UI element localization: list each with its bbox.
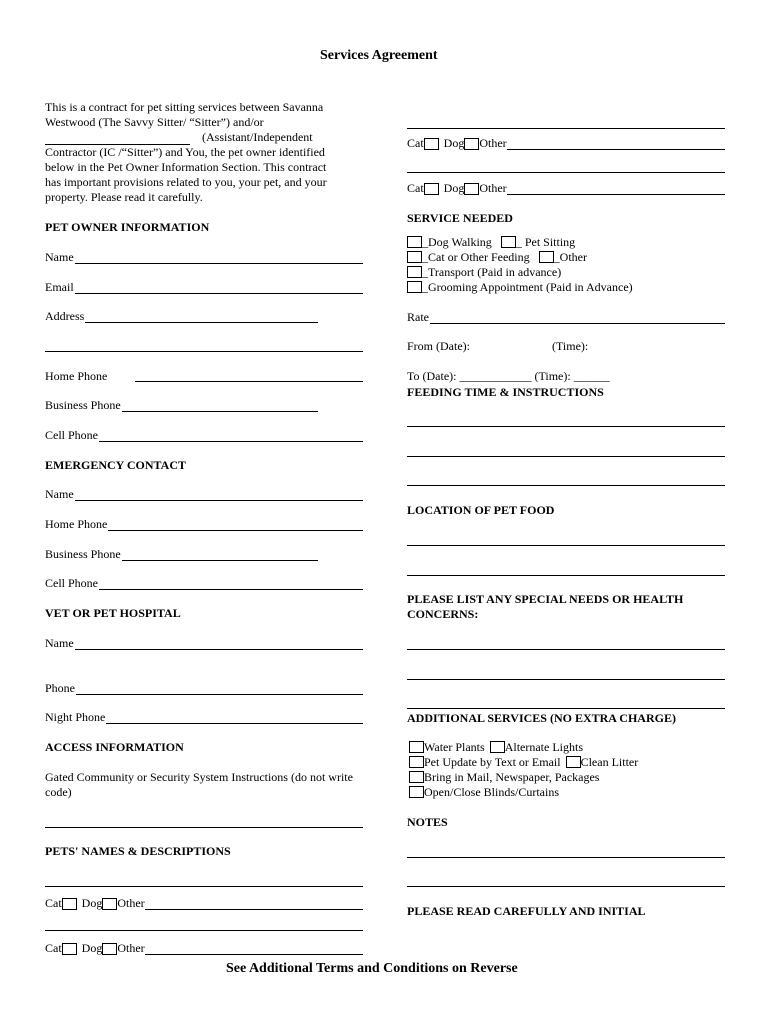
dog-walking-checkbox[interactable] xyxy=(407,236,422,248)
other-label: Other xyxy=(479,136,507,150)
special-needs-heading: PLEASE LIST ANY SPECIAL NEEDS OR HEALTH xyxy=(407,592,684,606)
other-field[interactable] xyxy=(507,183,725,195)
rate-field[interactable] xyxy=(407,310,725,324)
intro-line: Contractor (IC /“Sitter”) and You, the pet owner identified xyxy=(45,145,325,159)
additional-row xyxy=(409,755,638,769)
service-row xyxy=(407,250,587,264)
from-date-label: From (Date): xyxy=(407,339,470,353)
dog-label: Dog xyxy=(443,136,465,150)
vet-night-phone-field[interactable] xyxy=(45,710,363,724)
special-needs-field[interactable] xyxy=(407,679,725,680)
owner-name-label: Name xyxy=(45,250,74,264)
owner-email-field[interactable] xyxy=(45,280,363,294)
feeding-field[interactable] xyxy=(407,485,725,486)
access-instructions-text: Gated Community or Security System Instructions (do not write xyxy=(45,770,353,784)
cat-label: Cat xyxy=(407,136,424,150)
vet-name-field[interactable] xyxy=(45,636,363,650)
dog-label: Dog xyxy=(443,181,465,195)
assistant-line xyxy=(45,130,370,145)
water-plants-checkbox[interactable] xyxy=(409,741,424,753)
water-plants-label: Water Plants xyxy=(424,740,485,754)
owner-address-field[interactable] xyxy=(45,309,318,323)
assistant-name-field[interactable] xyxy=(45,133,190,145)
grooming-checkbox[interactable] xyxy=(407,281,422,293)
access-instructions-field[interactable] xyxy=(45,827,363,828)
transport-label: _Transport (Paid in advance) xyxy=(422,265,562,279)
pet-update-label: Pet Update by Text or Email xyxy=(424,755,561,769)
grooming-label: _Grooming Appointment (Paid in Advance) xyxy=(422,280,633,294)
dog-walking-label: _Dog Walking xyxy=(422,235,492,249)
owner-email-label: Email xyxy=(45,280,74,294)
pet-sitting-label: _ Pet Sitting xyxy=(515,235,576,249)
pet-update-checkbox[interactable] xyxy=(409,756,424,768)
from-time-label: (Time): xyxy=(552,339,589,353)
to-date-time-label: To (Date): ____________ (Time): ______ xyxy=(407,369,610,383)
cat-label: Cat xyxy=(407,181,424,195)
owner-business-phone-label: Business Phone xyxy=(45,398,121,412)
bring-mail-checkbox[interactable] xyxy=(409,771,424,783)
pet-name-field[interactable] xyxy=(407,128,725,129)
dog-checkbox[interactable] xyxy=(464,183,479,195)
notes-heading: NOTES xyxy=(407,815,448,829)
cat-feeding-label: _Cat or Other Feeding xyxy=(422,250,530,264)
other-field[interactable] xyxy=(507,138,725,150)
emergency-cell-phone-field[interactable] xyxy=(45,576,363,590)
location-field[interactable] xyxy=(407,575,725,576)
additional-row xyxy=(409,785,559,799)
pet-type-row xyxy=(407,181,725,195)
service-row xyxy=(407,280,633,294)
cat-label: Cat xyxy=(45,941,62,955)
special-needs-heading: CONCERNS: xyxy=(407,607,479,621)
dog-checkbox[interactable] xyxy=(464,138,479,150)
rate-label: Rate xyxy=(407,310,429,324)
footer-note: See Additional Terms and Conditions on Reverse xyxy=(226,961,518,976)
pet-name-field[interactable] xyxy=(45,930,363,931)
owner-business-phone-field[interactable] xyxy=(45,398,318,412)
cat-label: Cat xyxy=(45,896,62,910)
cat-checkbox[interactable] xyxy=(62,898,77,910)
pet-type-row xyxy=(407,136,725,150)
intro-line: has important provisions related to you, your pet, and your xyxy=(45,175,327,189)
service-row xyxy=(407,265,561,279)
page-title: Services Agreement xyxy=(320,48,438,63)
cat-checkbox[interactable] xyxy=(424,138,439,150)
vet-heading: VET OR PET HOSPITAL xyxy=(45,606,181,620)
other-label: Other xyxy=(117,941,145,955)
owner-home-phone-field[interactable] xyxy=(135,381,363,382)
blinds-checkbox[interactable] xyxy=(409,786,424,798)
owner-name-field[interactable] xyxy=(45,250,363,264)
vet-night-phone-label: Night Phone xyxy=(45,710,106,724)
pet-type-row xyxy=(45,896,363,910)
owner-cell-phone-field[interactable] xyxy=(45,428,363,442)
emergency-business-phone-field[interactable] xyxy=(45,547,318,561)
access-instructions-text: code) xyxy=(45,785,72,799)
emergency-name-field[interactable] xyxy=(45,487,363,501)
emergency-home-phone-field[interactable] xyxy=(45,517,363,531)
alternate-lights-label: Alternate Lights xyxy=(504,740,583,754)
vet-phone-label: Phone xyxy=(45,681,75,695)
emergency-business-phone-label: Business Phone xyxy=(45,547,121,561)
cat-checkbox[interactable] xyxy=(62,943,77,955)
vet-phone-field[interactable] xyxy=(45,681,363,695)
service-row xyxy=(407,235,575,249)
dog-label: Dog xyxy=(81,896,103,910)
clean-litter-label: Clean Litter xyxy=(580,755,639,769)
other-service-checkbox[interactable] xyxy=(539,251,554,263)
service-heading: SERVICE NEEDED xyxy=(407,211,513,225)
intro-line: below in the Pet Owner Information Section. This contract xyxy=(45,160,327,174)
emergency-home-phone-label: Home Phone xyxy=(45,517,108,531)
pet-owner-heading: PET OWNER INFORMATION xyxy=(45,220,210,234)
location-field[interactable] xyxy=(407,545,725,546)
feeding-field[interactable] xyxy=(407,426,725,427)
cat-feeding-checkbox[interactable] xyxy=(407,251,422,263)
blinds-label: Open/Close Blinds/Curtains xyxy=(424,785,559,799)
pet-type-row xyxy=(45,941,363,955)
vet-name-label: Name xyxy=(45,636,74,650)
emergency-heading: EMERGENCY CONTACT xyxy=(45,458,187,472)
additional-services-heading: ADDITIONAL SERVICES (NO EXTRA CHARGE) xyxy=(407,711,676,725)
additional-row xyxy=(409,740,583,754)
clean-litter-checkbox[interactable] xyxy=(566,756,581,768)
owner-home-phone-label: Home Phone xyxy=(45,369,108,383)
bring-mail-label: Bring in Mail, Newspaper, Packages xyxy=(424,770,600,784)
other-label: Other xyxy=(479,181,507,195)
pets-heading: PETS' NAMES & DESCRIPTIONS xyxy=(45,844,231,858)
intro-line: Westwood (The Savvy Sitter/ “Sitter”) and/or xyxy=(45,115,264,129)
emergency-name-label: Name xyxy=(45,487,74,501)
special-needs-field[interactable] xyxy=(407,708,725,709)
owner-cell-phone-label: Cell Phone xyxy=(45,428,98,442)
additional-row xyxy=(409,770,599,784)
emergency-cell-phone-label: Cell Phone xyxy=(45,576,98,590)
notes-field[interactable] xyxy=(407,857,725,858)
intro-line: (Assistant/Independent xyxy=(202,130,313,144)
pet-sitting-checkbox[interactable] xyxy=(501,236,516,248)
notes-field[interactable] xyxy=(407,886,725,887)
initial-heading: PLEASE READ CAREFULLY AND INITIAL xyxy=(407,904,646,918)
transport-checkbox[interactable] xyxy=(407,266,422,278)
dog-label: Dog xyxy=(81,941,103,955)
other-label: Other xyxy=(117,896,145,910)
other-service-label: _Other xyxy=(553,250,587,264)
owner-address-line2[interactable] xyxy=(45,351,363,352)
owner-address-label: Address xyxy=(45,309,85,323)
alternate-lights-checkbox[interactable] xyxy=(490,741,505,753)
pet-name-field[interactable] xyxy=(45,886,363,887)
dog-checkbox[interactable] xyxy=(102,943,117,955)
other-field[interactable] xyxy=(145,898,363,910)
intro-paragraph xyxy=(45,100,370,205)
pet-name-field[interactable] xyxy=(407,172,725,173)
feeding-field[interactable] xyxy=(407,456,725,457)
special-needs-field[interactable] xyxy=(407,649,725,650)
dog-checkbox[interactable] xyxy=(102,898,117,910)
location-heading: LOCATION OF PET FOOD xyxy=(407,503,555,517)
cat-checkbox[interactable] xyxy=(424,183,439,195)
feeding-heading: FEEDING TIME & INSTRUCTIONS xyxy=(407,385,604,399)
access-heading: ACCESS INFORMATION xyxy=(45,740,184,754)
intro-line: property. Please read it carefully. xyxy=(45,190,203,204)
other-field[interactable] xyxy=(145,943,363,955)
intro-line: This is a contract for pet sitting services between Savanna xyxy=(45,100,324,114)
